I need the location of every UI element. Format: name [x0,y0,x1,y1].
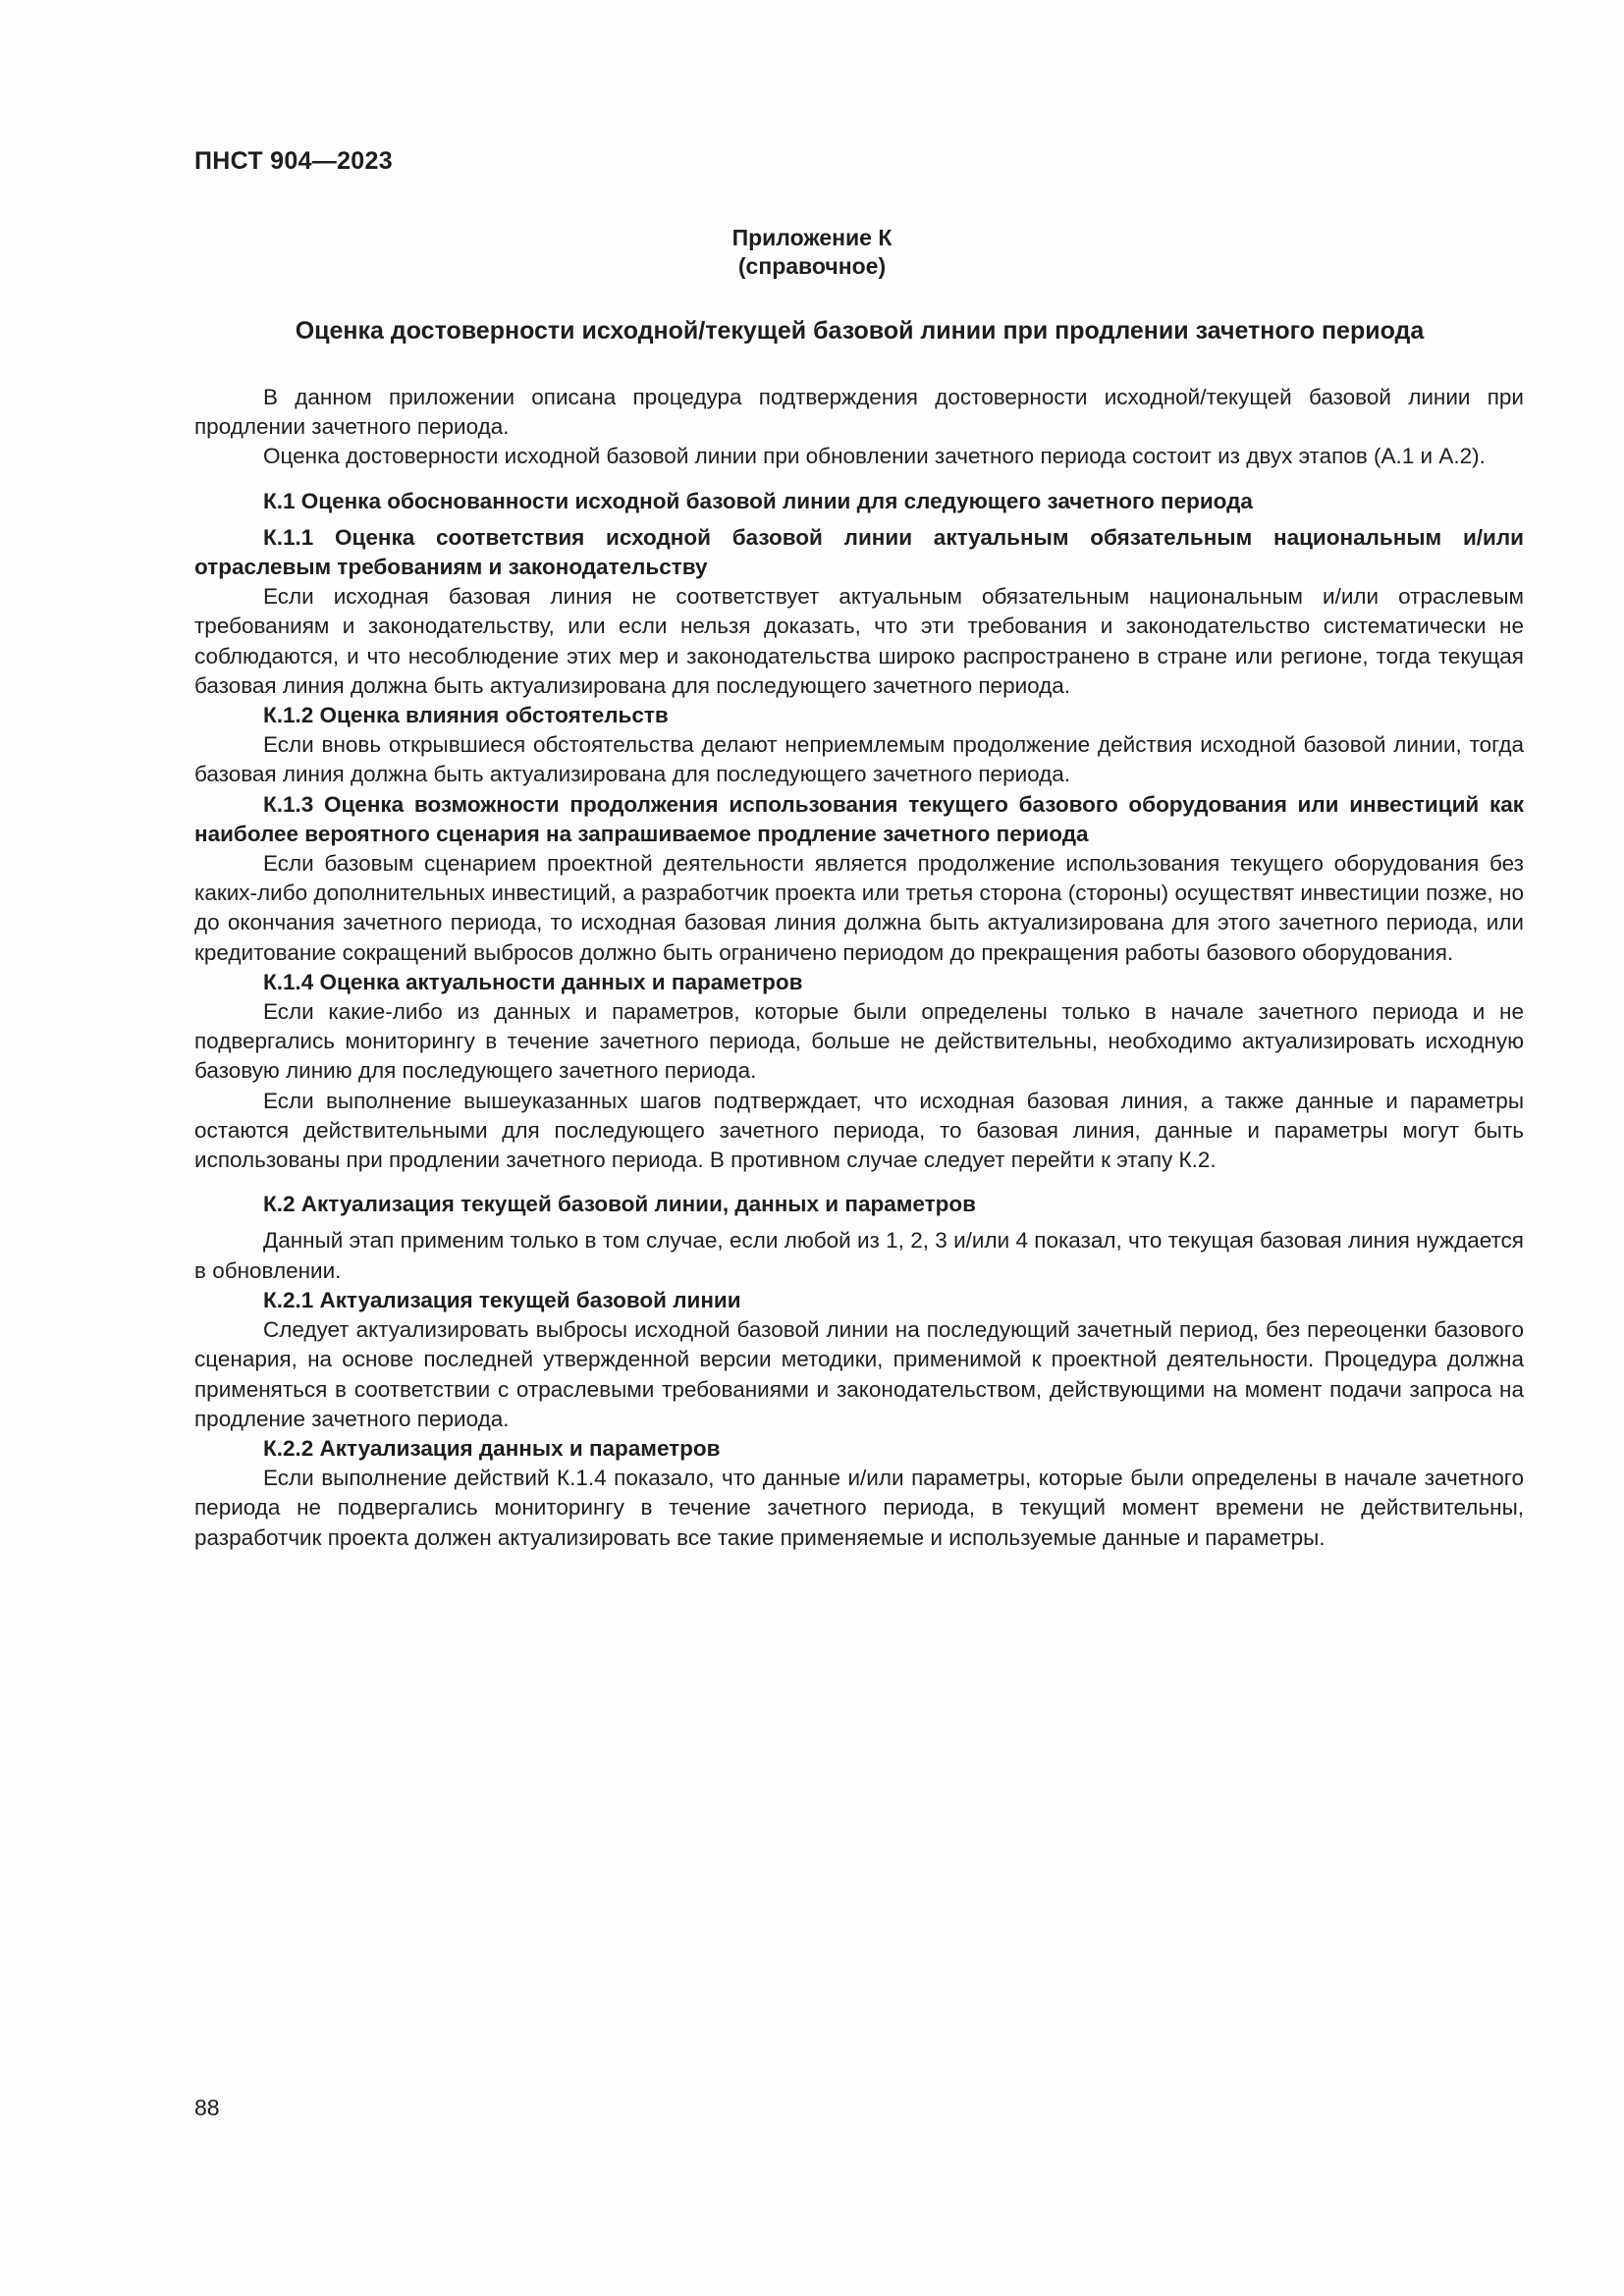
section-k1-2-heading: К.1.2 Оценка влияния обстоятельств [263,703,669,728]
section-k1-4-heading: К.1.4 Оценка актуальности данных и параметров [263,969,803,994]
appendix-title: Оценка достоверности исходной/текущей базовой линии при продлении зачетного периода [295,317,1425,345]
document-code: ПНСТ 904—2023 [194,147,393,175]
appendix-label: Приложение К [731,225,893,250]
section-k2-heading: К.2 Актуализация текущей базовой линии, данных и параметров [263,1192,976,1217]
section-k2-2-text: Если выполнение действий К.1.4 показало, что данные и/или параметры, которые были определены в начале зачетного периода не подвергались мониторингу в течение зачетного периода, в текущий момент времени не действительны, разработчик проекта должен актуализировать все такие применяемые и используемые данные и параметры. [194,1466,1524,1550]
document-body [194,383,1524,1553]
section-k1-1-text: Если исходная базовая линия не соответствует актуальным обязательным национальным и/или отраслевым требованиям и законодательству, или если нельзя доказать, что эти требования и законодательство систематически не соблюдаются, и что несоблюдение этих мер и законодательства широко распространено в стране или регионе, тогда текущая базовая линия должна быть актуализирована для последующего зачетного периода. [194,584,1524,698]
section-k2-1-text: Следует актуализировать выбросы исходной базовой линии на последующий зачетный период, без переоценки базового сценария, на основе последней утвержденной версии методики, применимой к проектной деятельности. Процедура должна применяться в соответствии с отраслевыми требованиями и законодательством, действующими на момент подачи запроса на продление зачетного периода. [194,1317,1524,1431]
intro-paragraph-1: В данном приложении описана процедура подтверждения достоверности исходной/текущей базовой линии при продлении зачетного периода. [194,385,1524,440]
section-k1-1-heading: К.1.1 Оценка соответствия исходной базовой линии актуальным обязательным национальным и/или отраслевым требованиям и законодательству [194,524,1524,580]
appendix-heading [0,224,1624,281]
section-k2-2-heading: К.2.2 Актуализация данных и параметров [263,1435,721,1461]
section-k1-4-text: Если какие-либо из данных и параметров, которые были определены только в начале зачетного периода и не подвергались мониторингу в течение зачетного периода, больше не действительны, необходимо актуализировать исходную базовую линию для последующего зачетного периода. [194,999,1524,1084]
section-k1-3-text: Если базовым сценарием проектной деятельности является продолжение использования текущего оборудования без каких-либо дополнительных инвестиций, а разработчик проекта или третья сторона (стороны) осуществят инвестиции позже, но до окончания зачетного периода, то исходная базовая линия должна быть актуализирована для этого зачетного периода, или кредитование сокращений выбросов должно быть ограничено периодом до прекращения работы базового оборудования. [194,851,1524,965]
intro-paragraph-2: Оценка достоверности исходной базовой линии при обновлении зачетного периода состоит из двух этапов (А.1 и А.2). [263,444,1486,469]
appendix-type: (справочное) [737,253,887,279]
section-k1-2-text: Если вновь открывшиеся обстоятельства делают неприемлемым продолжение действия исходной базовой линии, тогда базовая линия должна быть актуализирована для последующего зачетного периода. [194,732,1524,787]
section-k1-heading: К.1 Оценка обоснованности исходной базовой линии для следующего зачетного периода [263,488,1253,513]
page-number: 88 [194,2095,220,2120]
section-k2-1-heading: К.2.1 Актуализация текущей базовой линии [263,1287,741,1312]
section-k1-conclusion: Если выполнение вышеуказанных шагов подтверждает, что исходная базовая линия, а также данные и параметры остаются действительными для последующего зачетного периода, то базовая линия, данные и параметры могут быть использованы при продлении зачетного периода. В противном случае следует перейти к этапу К.2. [194,1088,1524,1173]
section-k1-3-heading: К.1.3 Оценка возможности продолжения использования текущего базового оборудования или инвестиций как наиболее вероятного сценария на запрашиваемое продление зачетного периода [194,791,1524,846]
section-k2-intro: Данный этап применим только в том случае, если любой из 1, 2, 3 и/или 4 показал, что текущая базовая линия нуждается в обновлении. [194,1228,1524,1283]
